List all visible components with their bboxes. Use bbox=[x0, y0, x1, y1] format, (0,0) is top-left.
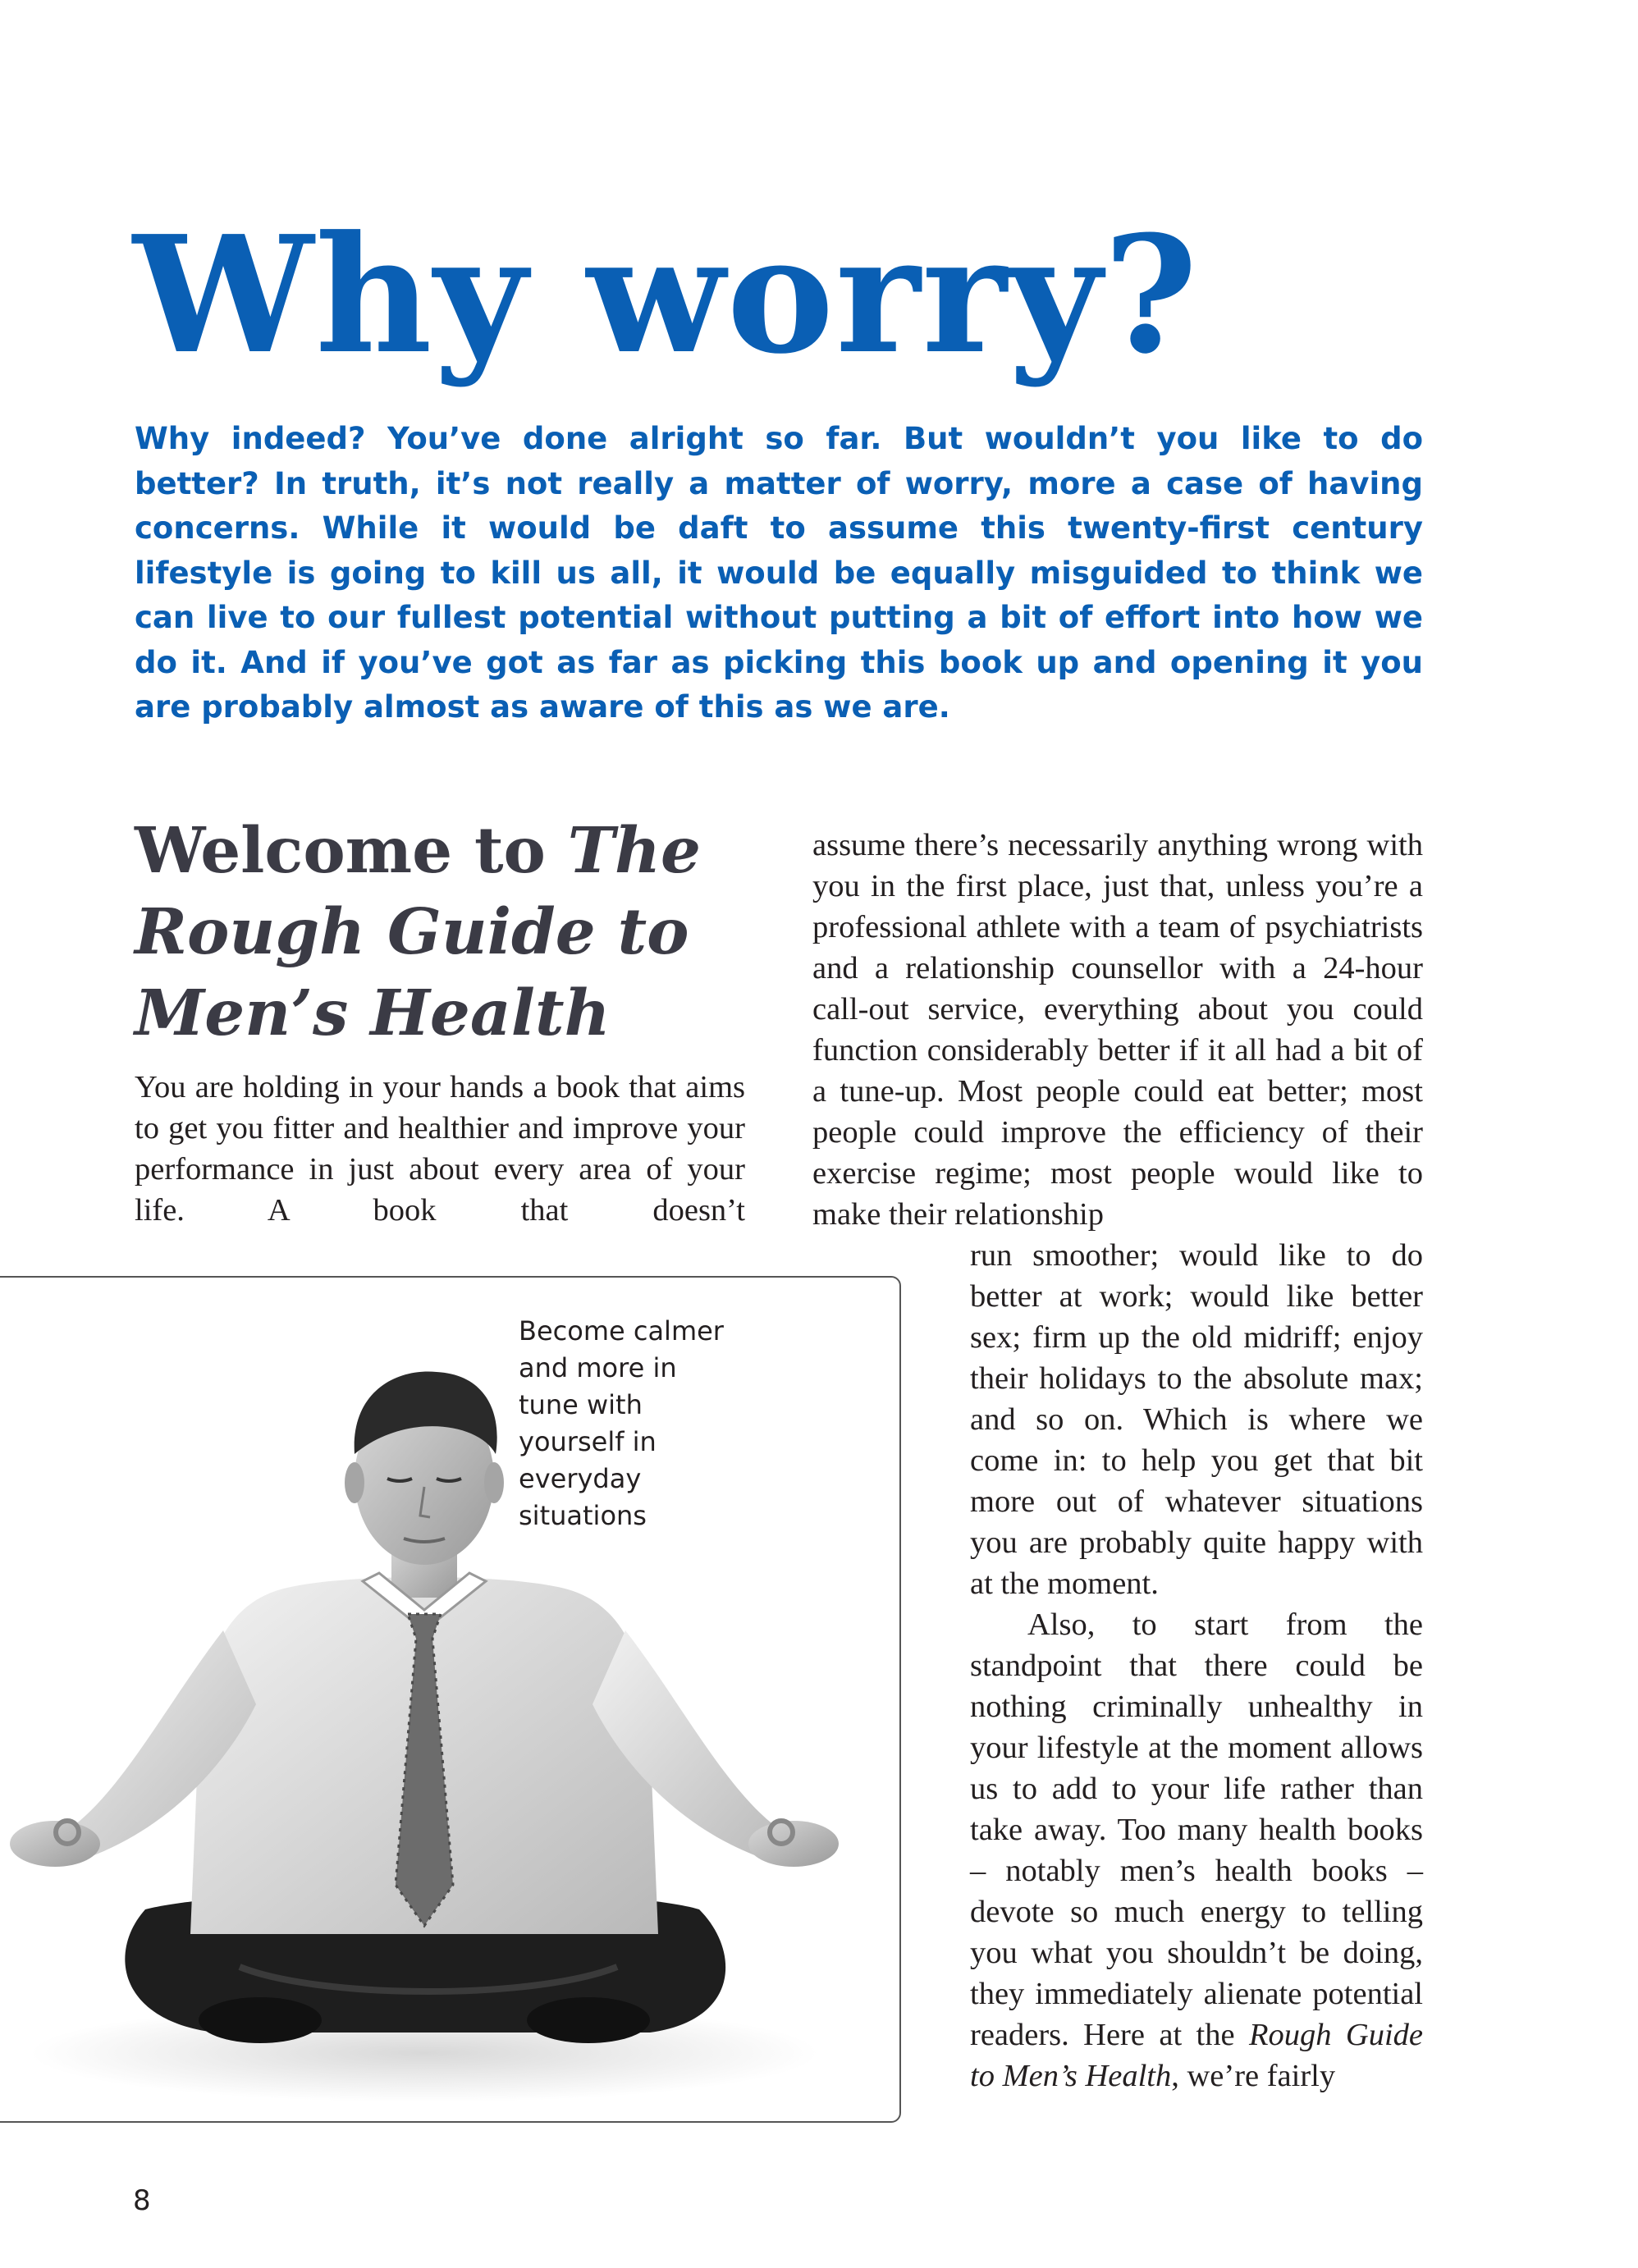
section-heading bbox=[135, 811, 758, 1054]
body-paragraph: run smoother; would like to do better at work; would like better sex; firm up the old midriff; enjoy their holidays to the absolute max; and so on. Which is where we come in: to help you get that bit more out of whatever situations you are probably quite happy with at the moment. bbox=[970, 1238, 1423, 1601]
body-paragraph bbox=[970, 1604, 1423, 2097]
meditating-man-photo bbox=[0, 1278, 901, 2123]
figure-photo-frame bbox=[0, 1276, 901, 2123]
body-paragraph-text-end: , we’re fairly bbox=[1171, 2059, 1336, 2093]
body-column-right-top: assume there’s necessarily anything wrong with you in the first place, just that, unless you’re a professional athlete with a team of psychiatrists and a relationship counsellor with a 24-hour call-out service, everything about you could function considerably better if it all had a bit of a tune-up. Most people could eat better; most people could improve the efficiency of their exercise regime; most people would like to make their relationship bbox=[812, 828, 1423, 1232]
body-paragraph-text: Also, to start from the standpoint that there could be nothing criminally unhealthy in your lifestyle at the moment allows us to add to your life rather than take away. Too many health books – notably men’s health books – devote so much energy to telling you what you shouldn’t be doing, they immediately alienate potential readers. Here at the bbox=[970, 1607, 1423, 2052]
body-column-right-narrow bbox=[970, 1235, 1423, 2097]
figure-caption: Become calmer and more in tune with yourself in everyday situations bbox=[519, 1315, 724, 1531]
body-column-left: You are holding in your hands a book that aims to get you fitter and healthier and improve your performance in just about every area of your life. A book that doesn’t bbox=[135, 1070, 745, 1228]
section-heading-prefix: Welcome to bbox=[135, 814, 568, 888]
page-number: 8 bbox=[133, 2184, 151, 2217]
book-title-italic: Rough Guide to Men’s Health bbox=[970, 2018, 1423, 2093]
section-heading-italic: The Rough Guide to Men’s Health bbox=[135, 814, 701, 1050]
intro-paragraph: Why indeed? You’ve done alright so far. But wouldn’t you like to do better? In truth, it’s not really a matter of worry, more a case of having concerns. While it would be daft to assume this twenty-first century lifestyle is going to kill us all, it would be equally misguided to think we can live to our fullest potential without putting a bit of effort into how we do it. And if you’ve got as far as picking this book up and opening it you are probably almost as aware of this as we are. bbox=[135, 421, 1423, 725]
page-title: Why worry? bbox=[133, 201, 1200, 390]
